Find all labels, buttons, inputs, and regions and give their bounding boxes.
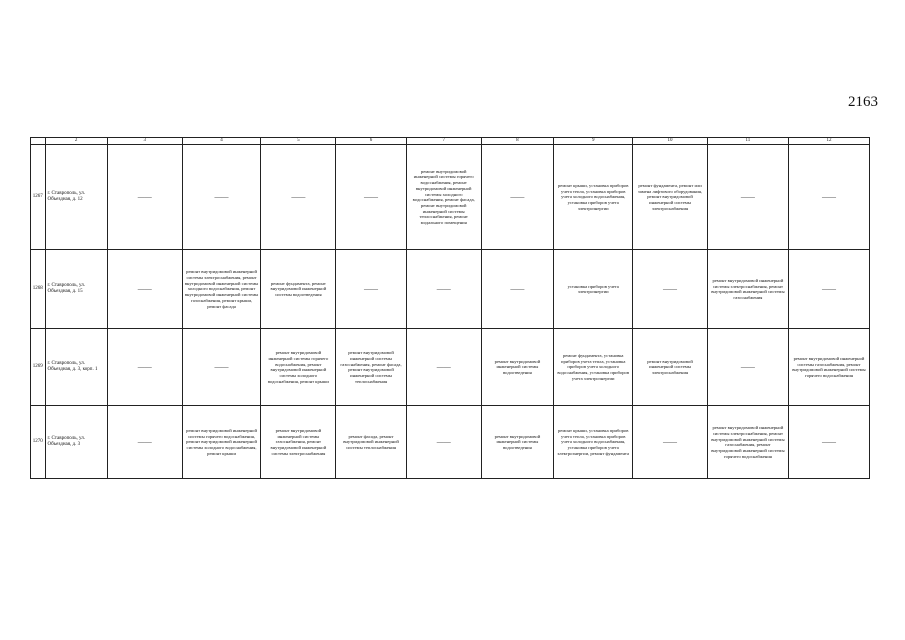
table-cell: ремонт внутридомовой инженерной системы электроснабжения, ремонт внутридомовой инженерной системы холодного водоснабжения, ремонт внутридомовой инженерной системы газоснабжения, ремонт крыши, ремонт фасада	[182, 250, 261, 329]
table-cell: ремонт внутридомовой инженерной системы газоснабжения, ремонт внутридомовой инженерной системы горячего водоснабжения	[788, 329, 869, 406]
table-cell: ——	[107, 145, 182, 250]
table-cell: ——	[107, 406, 182, 479]
address-cell: г. Ставрополь, ул. Объездная, д. 12	[45, 145, 107, 250]
table-cell: ——	[182, 329, 261, 406]
table-cell: ——	[633, 250, 708, 329]
table-cell: ——	[107, 250, 182, 329]
address-cell: г. Ставрополь, ул. Объездная, д. 3, корп. 1	[45, 329, 107, 406]
table-cell: ремонт внутридомовой инженерной системы горячего водоснабжения, ремонт внутридомовой инженерной системы холодного водоснабжения, ремонт фасада, ремонт внутридомовой инженерной системы теплоснабжения, ремонт модального помещения	[406, 145, 481, 250]
table-cell: ремонт фундамента, ремонт внутридомовой инженерной системы водоотведения	[261, 250, 336, 329]
header-cell	[31, 138, 46, 145]
table-cell: ремонт внутридомовой инженерной системы горячего водоснабжения, ремонт внутридомовой инженерной системы холодного водоснабжения, ремонт крыши	[182, 406, 261, 479]
header-cell: 3	[107, 138, 182, 145]
header-cell: 10	[633, 138, 708, 145]
table-cell: ремонт фундамента, установка приборов учета тепла, установка приборов учета холодного водоснабжения, установка приборов учета электроэнергии	[554, 329, 633, 406]
table-cell: ——	[788, 406, 869, 479]
header-cell: 9	[554, 138, 633, 145]
table-cell: ——	[336, 250, 407, 329]
table-cell: ——	[261, 145, 336, 250]
row-number: 1269	[31, 329, 46, 406]
table-cell: ремонт внутридомовой инженерной системы газоснабжения, ремонт внутридомовой инженерной системы электроснабжения	[261, 406, 336, 479]
header-cell: 5	[261, 138, 336, 145]
header-cell: 7	[406, 138, 481, 145]
table-cell: ——	[707, 145, 788, 250]
table-cell: ——	[406, 406, 481, 479]
table-cell: ремонт крыши, установка приборов учета тепла, установка приборов учета холодного водоснабжения, установка приборов учета электроэнергии, ремонт фундамента	[554, 406, 633, 479]
row-number: 1267	[31, 145, 46, 250]
repair-schedule-table	[30, 137, 870, 479]
table-cell: ——	[788, 250, 869, 329]
table-cell: ремонт фундамента, ремонт или замена лифтового оборудования, ремонт внутридомовой инженерной системы электроснабжения	[633, 145, 708, 250]
table-cell: ——	[633, 406, 708, 479]
table-row	[31, 329, 870, 406]
table-cell: ремонт крыши, установка приборов учета тепла, установка приборов учета холодного водоснабжения, установка приборов учета электроэнергии	[554, 145, 633, 250]
row-number: 1270	[31, 406, 46, 479]
header-cell: 11	[707, 138, 788, 145]
table-row	[31, 145, 870, 250]
table-cell: ——	[788, 145, 869, 250]
header-cell: 2	[45, 138, 107, 145]
table-cell: ремонт внутридомовой инженерной системы горячего водоснабжения, ремонт внутридомовой инженерной системы холодного водоснабжения, ремонт крыши	[261, 329, 336, 406]
table-cell: ——	[481, 250, 554, 329]
address-cell: г. Ставрополь, ул. Объездная, д. 15	[45, 250, 107, 329]
table-cell: ——	[336, 145, 407, 250]
address-cell: г. Ставрополь, ул. Объездная, д. 3	[45, 406, 107, 479]
table-cell: ремонт внутридомовой инженерной системы электроснабжения, ремонт внутридомовой инженерной системы газоснабжения, ремонт внутридомовой инженерной системы горячего водоснабжения	[707, 406, 788, 479]
page-number: 2163	[848, 94, 878, 110]
table-cell: ——	[182, 145, 261, 250]
table-cell: ——	[406, 329, 481, 406]
table-cell: ——	[107, 329, 182, 406]
row-number: 1268	[31, 250, 46, 329]
table-cell: ——	[406, 250, 481, 329]
table-cell: ремонт внутридомовой инженерной системы водоотведения	[481, 406, 554, 479]
table-cell: ——	[707, 329, 788, 406]
table-cell: ——	[481, 145, 554, 250]
header-cell: 12	[788, 138, 869, 145]
table-cell: ремонт внутридомовой инженерной системы газоснабжения, ремонт фасада, ремонт внутридомовой инженерной системы теплоснабжения	[336, 329, 407, 406]
table-cell: установка приборов учета электроэнергии	[554, 250, 633, 329]
header-row	[31, 138, 870, 145]
table-cell: ремонт внутридомовой инженерной системы электроснабжения, ремонт внутридомовой инженерной системы газоснабжения	[707, 250, 788, 329]
table-cell: ремонт внутридомовой инженерной системы водоотведения	[481, 329, 554, 406]
table-row	[31, 406, 870, 479]
header-cell: 8	[481, 138, 554, 145]
header-cell: 4	[182, 138, 261, 145]
table-row	[31, 250, 870, 329]
table-cell: ремонт фасада, ремонт внутридомовой инженерной системы теплоснабжения	[336, 406, 407, 479]
header-cell: 6	[336, 138, 407, 145]
table-cell: ремонт внутридомовой инженерной системы электроснабжения	[633, 329, 708, 406]
